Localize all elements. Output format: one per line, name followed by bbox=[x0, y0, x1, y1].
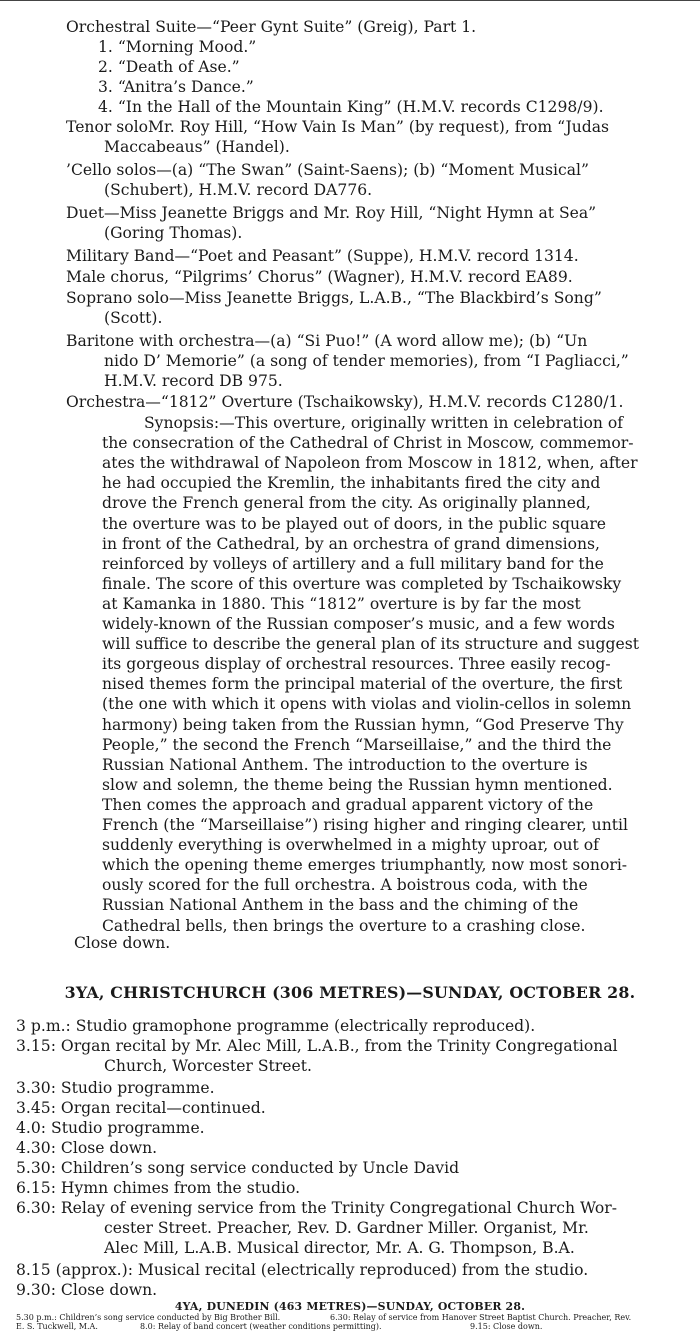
synopsis-line: Russian National Anthem. The introduction to the overture is bbox=[102, 755, 588, 774]
cello-solo-line: (Schubert), H.M.V. record DA776. bbox=[104, 181, 373, 199]
schedule-line: cester Street. Preacher, Rev. D. Gardner Miller. Organist, Mr. bbox=[104, 1219, 589, 1237]
schedule-line: 6.30: Relay of evening service from the Trinity Congregational Church Wor- bbox=[16, 1199, 618, 1217]
suite-item: 3. “Anitra’s Dance.” bbox=[98, 78, 254, 96]
cello-solo-line: ’Cello solos—(a) “The Swan” (Saint-Saens); (b) “Moment Musical” bbox=[66, 161, 589, 179]
synopsis-line: nised themes form the principal material of the overture, the first bbox=[102, 675, 623, 694]
synopsis-line: he had occupied the Kremlin, the inhabitants fired the city and bbox=[102, 474, 601, 493]
soprano-line: Soprano solo—Miss Jeanette Briggs, L.A.B., “The Blackbird’s Song” bbox=[66, 289, 602, 307]
synopsis-line: widely-known of the Russian composer’s music, and a few words bbox=[102, 615, 615, 633]
synopsis-line: in front of the Cathedral, by an orchestra of grand dimensions, bbox=[102, 534, 600, 553]
overture-line: Orchestra—“1812” Overture (Tschaikowsky), H.M.V. records C1280/1. bbox=[66, 393, 624, 411]
synopsis-line: finale. The score of this overture was completed by Tschaikowsky bbox=[102, 574, 622, 593]
synopsis-line: ously scored for the full orchestra. A boistrous coda, with the bbox=[102, 876, 588, 895]
schedule-line: 3 p.m.: Studio gramophone programme (electrically reproduced). bbox=[16, 1017, 536, 1035]
synopsis-line: suddenly everything is overwhelmed in a mighty uproar, out of bbox=[102, 836, 599, 855]
soprano-line: (Scott). bbox=[104, 309, 163, 327]
tenor-solo-line: Maccabeaus” (Handel). bbox=[104, 138, 290, 156]
synopsis-line: drove the French general from the city. As originally planned, bbox=[102, 494, 591, 513]
schedule-line: 3.15: Organ recital by Mr. Alec Mill, L.A.B., from the Trinity Congregational bbox=[16, 1037, 618, 1055]
schedule-line: 6.15: Hymn chimes from the studio. bbox=[16, 1179, 301, 1197]
baritone-line: H.M.V. record DB 975. bbox=[104, 372, 283, 390]
duet-line: Duet—Miss Jeanette Briggs and Mr. Roy Hill, “Night Hymn at Sea” bbox=[66, 204, 597, 222]
baritone-line: Baritone with orchestra—(a) “Si Puo!” (A word allow me); (b) “Un bbox=[66, 332, 588, 350]
synopsis-line: the consecration of the Cathedral of Christ in Moscow, commemor- bbox=[102, 434, 634, 453]
synopsis-line: which the opening theme emerges triumphantly, now most sonori- bbox=[102, 856, 628, 875]
schedule-line: 8.0: Relay of band concert (weather conditions permitting). bbox=[140, 1322, 382, 1331]
military-band-line: Military Band—“Poet and Peasant” (Suppe), H.M.V. record 1314. bbox=[66, 247, 579, 265]
schedule-line: 8.15 (approx.): Musical recital (electrically reproduced) from the studio. bbox=[16, 1261, 589, 1279]
suite-item: 1. “Morning Mood.” bbox=[98, 38, 257, 56]
synopsis-line: its gorgeous display of orchestral resources. Three easily recog- bbox=[102, 655, 611, 674]
schedule-line: 9.15: Close down. bbox=[470, 1322, 543, 1331]
synopsis-line: Then comes the approach and gradual apparent victory of the bbox=[102, 795, 594, 814]
synopsis-line: harmony) being taken from the Russian hymn, “God Preserve Thy bbox=[102, 715, 624, 734]
schedule-line: 4.0: Studio programme. bbox=[16, 1119, 205, 1137]
schedule-line: 5.30: Children’s song service conducted by Uncle David bbox=[16, 1159, 460, 1177]
synopsis-line: Synopsis:—This overture, originally written in celebration of bbox=[144, 414, 624, 432]
synopsis-line: slow and solemn, the theme being the Russian hymn mentioned. bbox=[102, 775, 613, 794]
schedule-line: 3.45: Organ recital—continued. bbox=[16, 1099, 266, 1117]
top-rule bbox=[0, 0, 700, 1]
male-chorus-line: Male chorus, “Pilgrims’ Chorus” (Wagner), H.M.V. record EA89. bbox=[66, 268, 573, 286]
christchurch-heading: 3YA, CHRISTCHURCH (306 METRES)—SUNDAY, OCTOBER 28. bbox=[64, 983, 636, 1002]
synopsis-line: ates the withdrawal of Napoleon from Moscow in 1812, when, after bbox=[102, 454, 638, 473]
schedule-line: 5.30 p.m.: Children’s song service conducted by Big Brother Bill. bbox=[16, 1313, 281, 1322]
schedule-line: Church, Worcester Street. bbox=[104, 1057, 312, 1075]
schedule-line: 3.30: Studio programme. bbox=[16, 1079, 215, 1097]
schedule-line: 4.30: Close down. bbox=[16, 1139, 158, 1157]
schedule-line: 9.30: Close down. bbox=[16, 1281, 158, 1299]
baritone-line: nido D’ Memorie” (a song of tender memories), from “I Pagliacci,” bbox=[104, 352, 629, 370]
synopsis-line: the overture was to be played out of doors, in the public square bbox=[102, 514, 607, 533]
tenor-solo-line: Tenor soloMr. Roy Hill, “How Vain Is Man” (by request), from “Judas bbox=[66, 118, 610, 136]
duet-line: (Goring Thomas). bbox=[104, 224, 243, 242]
synopsis-line: (the one with which it opens with violas and violin-cellos in solemn bbox=[102, 695, 632, 714]
synopsis-line: will suffice to describe the general plan of its structure and suggest bbox=[102, 635, 639, 654]
suite-title: Orchestral Suite—“Peer Gynt Suite” (Greig), Part 1. bbox=[66, 18, 477, 36]
suite-item: 4. “In the Hall of the Mountain King” (H.M.V. records C1298/9). bbox=[98, 98, 604, 116]
synopsis-line: People,” the second the French “Marseillaise,” and the third the bbox=[102, 735, 612, 754]
close-down-line: Close down. bbox=[74, 934, 171, 952]
suite-item: 2. “Death of Ase.” bbox=[98, 58, 240, 76]
schedule-line: 6.30: Relay of service from Hanover Street Baptist Church. Preacher, Rev. bbox=[330, 1313, 632, 1322]
schedule-line: Alec Mill, L.A.B. Musical director, Mr. A. G. Thompson, B.A. bbox=[104, 1239, 575, 1257]
synopsis-line: reinforced by volleys of artillery and a full military band for the bbox=[102, 554, 604, 573]
synopsis-line: Russian National Anthem in the bass and the chiming of the bbox=[102, 896, 579, 915]
synopsis-line: at Kamanka in 1880. This “1812” overture is by far the most bbox=[102, 594, 581, 613]
synopsis-line: French (the “Marseillaise”) rising higher and ringing clearer, until bbox=[102, 816, 628, 834]
synopsis-line: Cathedral bells, then brings the overture to a crashing close. bbox=[102, 916, 586, 935]
dunedin-heading: 4YA, DUNEDIN (463 METRES)—SUNDAY, OCTOBER 28. bbox=[174, 1300, 526, 1313]
schedule-line: E. S. Tuckwell, M.A. bbox=[16, 1322, 98, 1331]
